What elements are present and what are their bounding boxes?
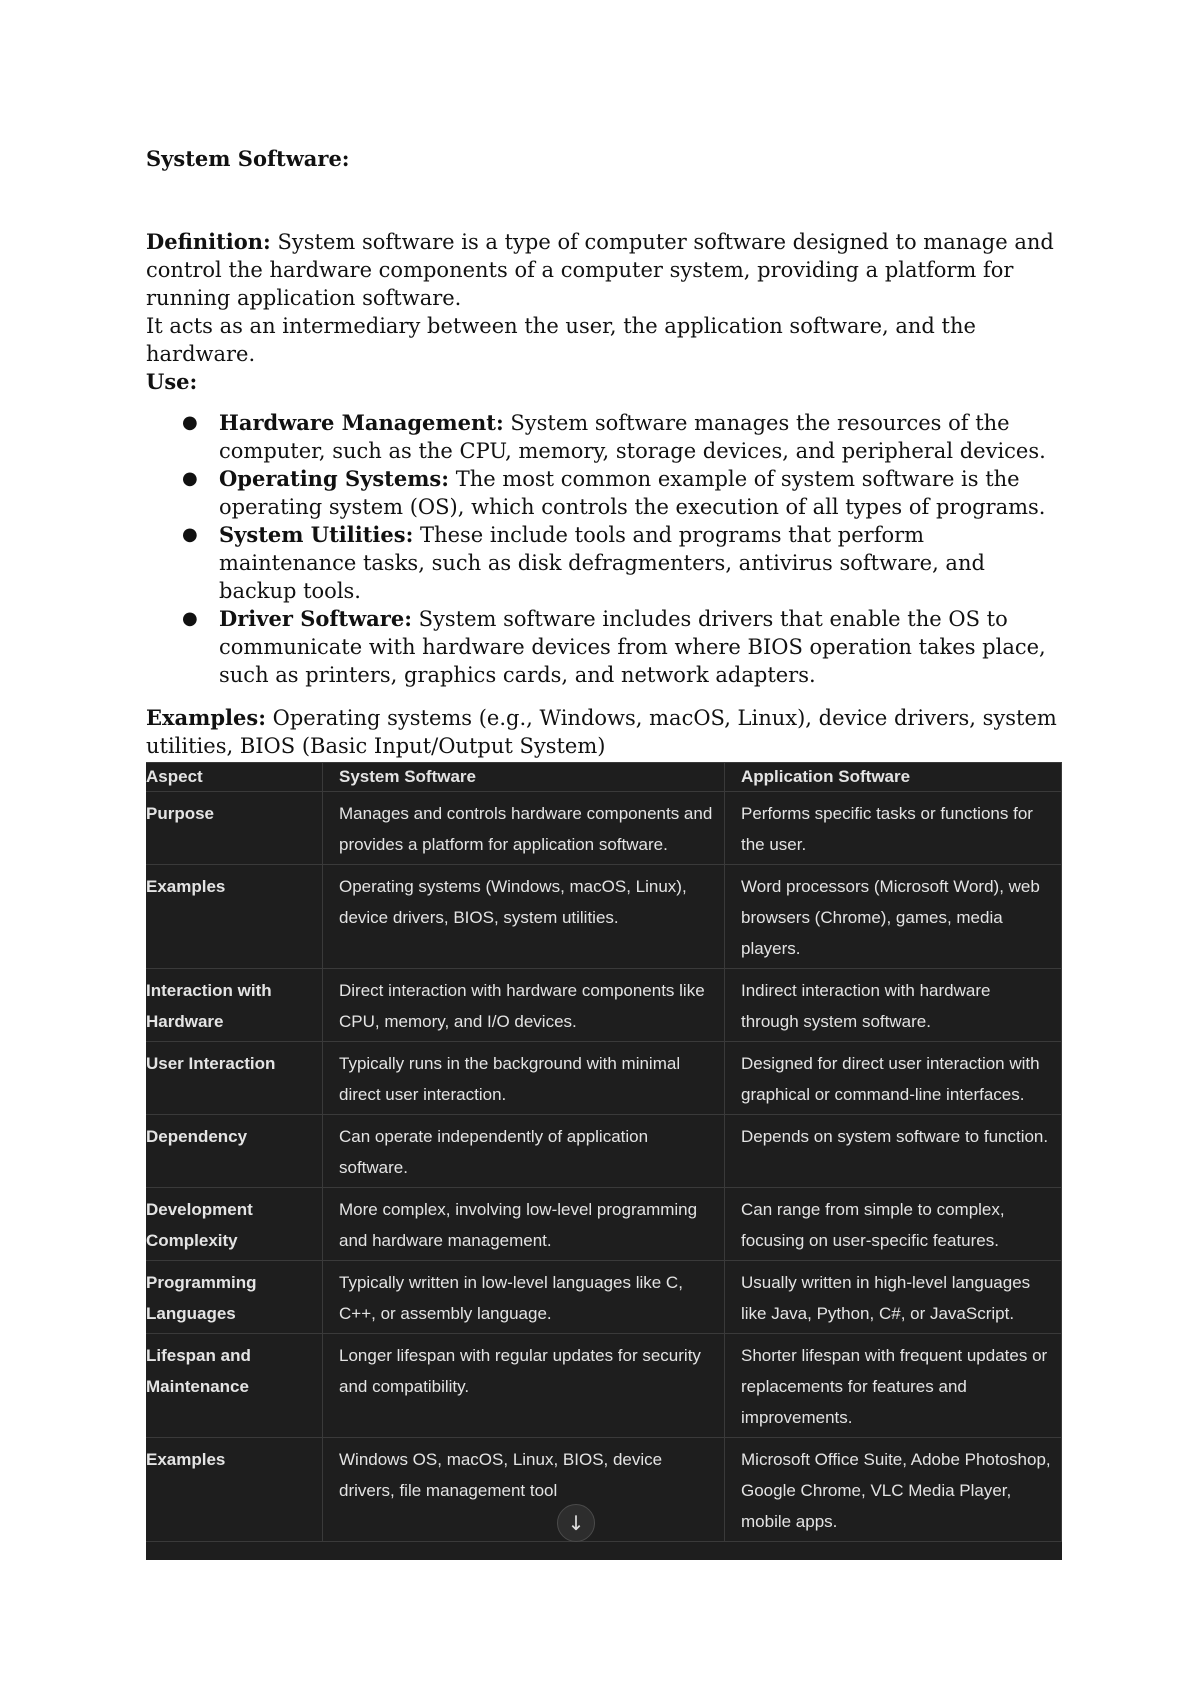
cell-application: Can range from simple to complex, focusing on user-specific features. (725, 1188, 1062, 1261)
header-aspect: Aspect (146, 763, 323, 792)
comparison-table-screenshot (146, 762, 1062, 1560)
cell-application: Microsoft Office Suite, Adobe Photoshop, Google Chrome, VLC Media Player, mobile apps. (725, 1438, 1062, 1542)
cell-system: Windows OS, macOS, Linux, BIOS, device drivers, file management tool (323, 1438, 725, 1542)
cell-aspect: Dependency (146, 1115, 323, 1188)
cell-system: More complex, involving low-level programming and hardware management. (323, 1188, 725, 1261)
cell-application: Word processors (Microsoft Word), web browsers (Chrome), games, media players. (725, 865, 1062, 969)
table-row (146, 1261, 1062, 1334)
cell-aspect: Programming Languages (146, 1261, 323, 1334)
cell-application: Performs specific tasks or functions for the user. (725, 792, 1062, 865)
use-item-label: Operating Systems: (219, 466, 449, 491)
use-item-label: Hardware Management: (219, 410, 504, 435)
bullet-icon: ● (182, 608, 198, 629)
use-item-text: These include tools and programs that perform maintenance tasks, such as disk defragmenters, antivirus software, and backup tools. (219, 523, 985, 603)
cell-system: Can operate independently of application software. (323, 1115, 725, 1188)
table-row (146, 1334, 1062, 1438)
comparison-table (146, 762, 1062, 1542)
list-item (146, 605, 1061, 689)
cell-aspect: Lifespan and Maintenance (146, 1334, 323, 1438)
cell-aspect: Development Complexity (146, 1188, 323, 1261)
cell-application: Usually written in high-level languages like Java, Python, C#, or JavaScript. (725, 1261, 1062, 1334)
use-item-label: System Utilities: (219, 522, 414, 547)
cell-system: Typically written in low-level languages like C, C++, or assembly language. (323, 1261, 725, 1334)
examples-paragraph (146, 704, 1061, 760)
cell-application: Shorter lifespan with frequent updates or replacements for features and improvements. (725, 1334, 1062, 1438)
cell-system: Manages and controls hardware components and provides a platform for application software. (323, 792, 725, 865)
use-item-text: System software manages the resources of the computer, such as the CPU, memory, storage devices, and peripheral devices. (219, 411, 1046, 463)
use-item-label: Driver Software: (219, 606, 412, 631)
cell-aspect: Interaction with Hardware (146, 969, 323, 1042)
cell-application: Designed for direct user interaction with graphical or command-line interfaces. (725, 1042, 1062, 1115)
use-label: Use: (146, 369, 198, 394)
uses-list (146, 409, 1061, 689)
document-body (146, 228, 1061, 760)
list-item (146, 521, 1061, 605)
list-item (146, 465, 1061, 521)
page-title: System Software: (146, 146, 350, 171)
definition-text: System software is a type of computer software designed to manage and control the hardware components of a computer system, providing a platform for running application software. (146, 230, 1054, 310)
table-header-row (146, 763, 1062, 792)
bullet-icon: ● (182, 412, 198, 433)
use-item-text: The most common example of system software is the operating system (OS), which controls the execution of all types of programs. (219, 467, 1046, 519)
bullet-icon: ● (182, 524, 198, 545)
cell-system: Direct interaction with hardware components like CPU, memory, and I/O devices. (323, 969, 725, 1042)
use-item-text: System software includes drivers that enable the OS to communicate with hardware devices from where BIOS operation takes place, such as printers, graphics cards, and network adapters. (219, 607, 1046, 687)
examples-text: Operating systems (e.g., Windows, macOS, Linux), device drivers, system utilities, BIOS (Basic Input/Output System) (146, 706, 1057, 758)
cell-system: Operating systems (Windows, macOS, Linux), device drivers, BIOS, system utilities. (323, 865, 725, 969)
cell-aspect: User Interaction (146, 1042, 323, 1115)
list-item (146, 409, 1061, 465)
table-row (146, 792, 1062, 865)
table-row (146, 1042, 1062, 1115)
table-row (146, 1438, 1062, 1542)
header-application-software: Application Software (725, 763, 1062, 792)
arrow-down-icon: ↓ (567, 1511, 585, 1535)
bullet-icon: ● (182, 468, 198, 489)
intermediary-paragraph: It acts as an intermediary between the user, the application software, and the hardware. (146, 314, 976, 366)
cell-aspect: Examples (146, 1438, 323, 1542)
header-system-software: System Software (323, 763, 725, 792)
cell-aspect: Examples (146, 865, 323, 969)
cell-application: Indirect interaction with hardware through system software. (725, 969, 1062, 1042)
definition-paragraph (146, 228, 1061, 312)
table-row (146, 969, 1062, 1042)
examples-label: Examples: (146, 705, 266, 730)
table-row (146, 1115, 1062, 1188)
cell-system: Longer lifespan with regular updates for security and compatibility. (323, 1334, 725, 1438)
cell-system: Typically runs in the background with minimal direct user interaction. (323, 1042, 725, 1115)
table-row (146, 1188, 1062, 1261)
cell-application: Depends on system software to function. (725, 1115, 1062, 1188)
scroll-down-button[interactable] (557, 1504, 595, 1542)
definition-label: Definition: (146, 229, 271, 254)
cell-aspect: Purpose (146, 792, 323, 865)
table-row (146, 865, 1062, 969)
